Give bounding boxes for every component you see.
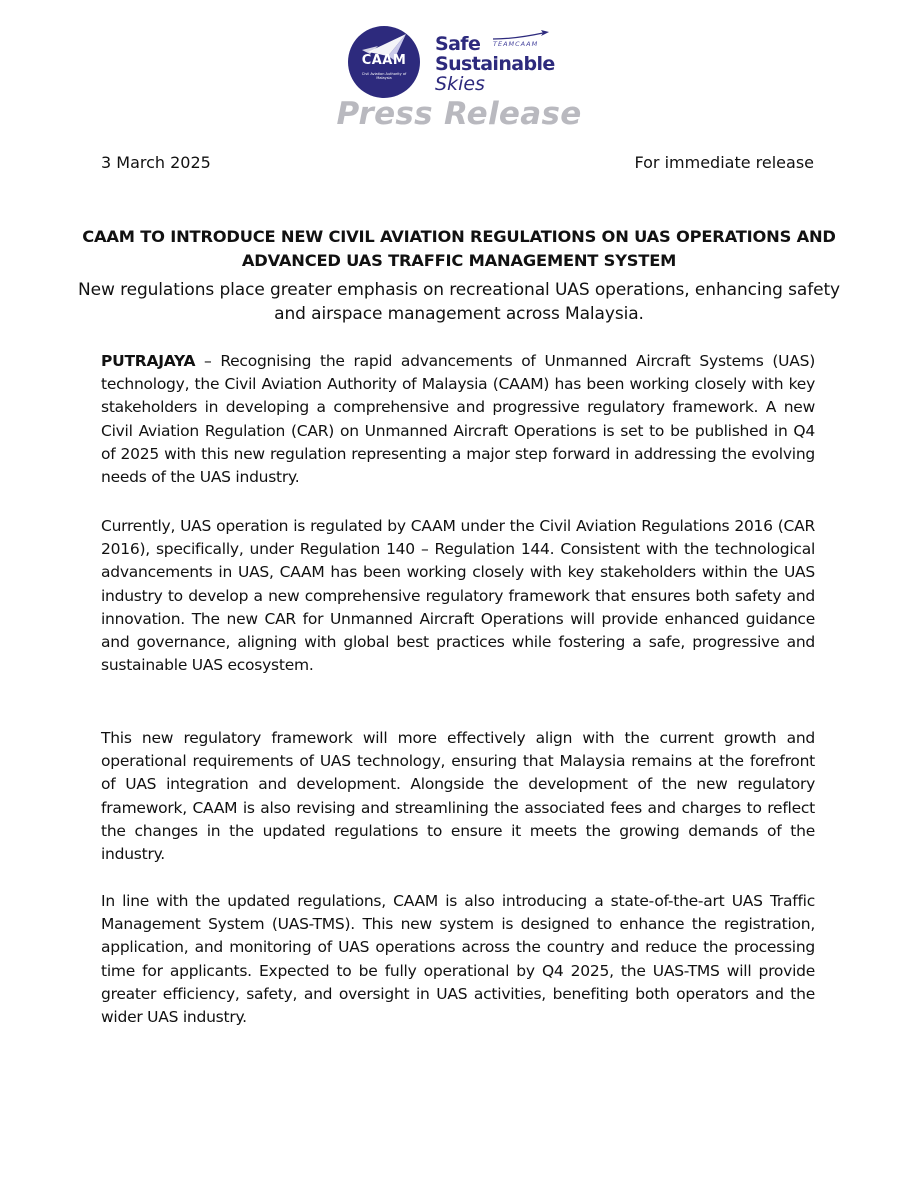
dateline: PUTRAJAYA <box>101 352 196 370</box>
headline: CAAM TO INTRODUCE NEW CIVIL AVIATION REGULATIONS ON UAS OPERATIONS AND ADVANCED UAS TRAFFIC MANAGEMENT SYSTEM <box>82 227 836 270</box>
caam-logo-subtext: Civil Aviation Authority of Malaysia <box>361 72 407 80</box>
campaign-line-skies: Skies <box>435 73 485 95</box>
body-paragraph-4: In line with the updated regulations, CAAM is also introducing a state-of-the-art UAS Traffic Management System (UAS-TMS). This new system is designed to enhance the registration, application, and monitoring of UAS operations across the country and reduce the processing time for applicants. Expected to be fully operational by Q4 2025, the UAS-TMS will provide greater efficiency, safety, and oversight in UAS activities, benefiting both operators and the wider UAS industry. <box>101 892 815 1027</box>
paragraph-1-text: – Recognising the rapid advancements of Unmanned Aircraft Systems (UAS) technology, the Civil Aviation Authority of Malaysia (CAAM) has been working closely with key stakeholders in developing a comprehensive and progressive regulatory framework. A new Civil Aviation Regulation (CAR) on Unmanned Aircraft Operations is set to be published in Q4 of 2025 with this new regulation representing a major step forward in addressing the evolving needs of the UAS industry. <box>101 352 815 487</box>
campaign-logo <box>435 30 585 104</box>
campaign-tag: TEAMCAAM <box>493 40 539 48</box>
body-paragraph-3: This new regulatory framework will more effectively align with the current growth and operational requirements of UAS technology, ensuring that Malaysia remains at the forefront of UAS integration and development. Alongside the development of the new regulatory framework, CAAM is also revising and streamlining the associated fees and charges to reflect the changes in the updated regulations to ensure it meets the growing demands of the industry. <box>101 729 815 864</box>
campaign-line-safe: Safe <box>435 33 481 55</box>
logo-group <box>348 26 588 106</box>
body-paragraph-2: Currently, UAS operation is regulated by CAAM under the Civil Aviation Regulations 2016 (CAR 2016), specifically, under Regulation 140 – Regulation 144. Consistent with the technological advancements in UAS, CAAM has been working closely with key stakeholders within the UAS industry to develop a new comprehensive regulatory framework that ensures both safety and innovation. The new CAR for Unmanned Aircraft Operations will provide enhanced guidance and governance, aligning with global best practices while fostering a safe, progressive and sustainable UAS ecosystem. <box>101 517 815 675</box>
body-paragraph-1 <box>101 350 815 489</box>
release-date: 3 March 2025 <box>101 153 211 172</box>
letterhead <box>0 22 918 142</box>
campaign-line-sustainable: Sustainable <box>435 53 555 75</box>
caam-logo-text: CAAM <box>361 53 407 68</box>
press-release-title: Press Release <box>336 96 582 132</box>
caam-logo <box>348 26 420 98</box>
release-note: For immediate release <box>634 153 814 172</box>
subheadline: New regulations place greater emphasis on recreational UAS operations, enhancing safety and airspace management across Malaysia. <box>77 280 840 324</box>
